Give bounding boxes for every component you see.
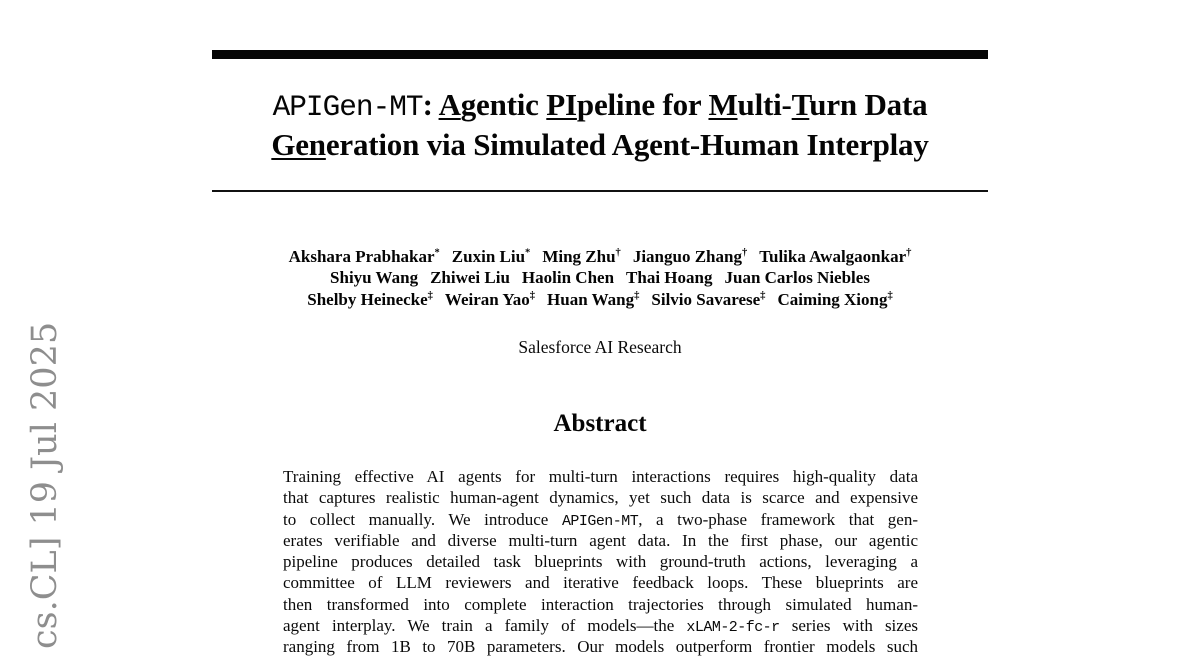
text-run: erates verifiable and diverse multi-turn agent data. In the first phase, our agentic (283, 530, 918, 550)
arxiv-watermark: cs.CL] 19 Jul 2025 (25, 321, 65, 649)
author-name: Shelby Heinecke‡ (307, 289, 433, 309)
author-name: Zuxin Liu* (451, 247, 531, 266)
abstract-line (283, 551, 918, 572)
author-affiliation-mark: † (906, 247, 912, 259)
author-name: Haolin Chen (521, 268, 615, 288)
author-affiliation-mark: ‡ (634, 289, 640, 301)
text-run: then transformed into complete interaction trajectories through simulated human- (283, 594, 918, 614)
code-text: APIGen-MT (272, 90, 423, 124)
code-text: APIGen-MT (561, 513, 639, 530)
abstract-text (283, 466, 918, 658)
text-run: ranging from 1B to 70B parameters. Our models outperform frontier models such (283, 637, 918, 657)
author-name: Weiran Yao‡ (444, 289, 536, 309)
author-name: Zhiwei Liu (430, 268, 510, 288)
text-run: pipeline produces detailed task blueprints with ground-truth actions, leveraging a (283, 552, 918, 572)
author-name: Caiming Xiong‡ (777, 289, 893, 309)
title-separator-rule (212, 190, 988, 192)
author-name: Akshara Prabhakar* (288, 247, 440, 266)
author-affiliation-mark: ‡ (887, 289, 893, 301)
text-run: : (422, 87, 439, 122)
underlined-text: Gen (271, 127, 326, 162)
code-text: xLAM-2-fc-r (686, 620, 780, 637)
text-run: to collect manually. We introduce (283, 509, 562, 529)
author-name: Juan Carlos Niebles (724, 268, 870, 288)
title-line (182, 86, 1018, 126)
author-affiliation-mark: * (434, 247, 440, 259)
text-run: eration via Simulated Agent-Human Interplay (325, 127, 929, 162)
text-run: that captures realistic human-agent dynamics, yet such data is scarce and expensive (283, 488, 918, 508)
underlined-text: M (708, 87, 738, 122)
top-thick-rule (212, 50, 988, 59)
author-line (162, 289, 1038, 310)
abstract-line (283, 509, 918, 530)
text-run: committee of LLM reviewers and iterative feedback loops. These blueprints are (283, 573, 918, 593)
title-line (182, 126, 1018, 163)
abstract-line (283, 466, 918, 487)
author-line (162, 267, 1038, 288)
text-run: series with sizes (779, 616, 918, 636)
text-run: gentic (460, 87, 547, 122)
author-affiliation-mark: † (615, 247, 621, 259)
author-name: Huan Wang‡ (547, 289, 640, 309)
abstract-line (283, 530, 918, 551)
paper-title (182, 86, 1018, 163)
author-name: Jianguo Zhang† (632, 247, 748, 266)
author-name: Shiyu Wang (330, 268, 419, 288)
underlined-text: A (438, 87, 461, 122)
author-block (162, 246, 1038, 310)
author-affiliation-mark: ‡ (427, 289, 433, 301)
underlined-text: T (791, 87, 810, 122)
author-name: Ming Zhu† (542, 247, 621, 266)
text-run: peline for (576, 87, 709, 122)
text-run: agent interplay. We train a family of models—the (283, 616, 687, 636)
abstract-line (283, 594, 918, 615)
text-run: urn Data (809, 87, 928, 122)
author-name: Thai Hoang (626, 268, 713, 288)
author-affiliation-mark: † (741, 247, 748, 259)
abstract-line (283, 615, 918, 636)
author-name: Silvio Savarese‡ (651, 289, 766, 309)
abstract-line (283, 487, 918, 508)
author-affiliation-mark: * (525, 247, 531, 259)
affiliation: Salesforce AI Research (518, 337, 682, 357)
author-name: Tulika Awalgaonkar† (759, 247, 912, 266)
abstract-line (283, 572, 918, 593)
underlined-text: PI (546, 87, 577, 122)
abstract-heading: Abstract (553, 410, 647, 437)
text-run: , a two-phase framework that gen- (638, 509, 919, 529)
author-affiliation-mark: ‡ (529, 289, 536, 301)
author-affiliation-mark: ‡ (760, 289, 766, 301)
text-run: Training effective AI agents for multi-turn interactions requires high-quality data (283, 467, 918, 486)
author-line (162, 246, 1038, 267)
abstract-line (283, 636, 918, 657)
text-run: ulti- (737, 87, 792, 122)
